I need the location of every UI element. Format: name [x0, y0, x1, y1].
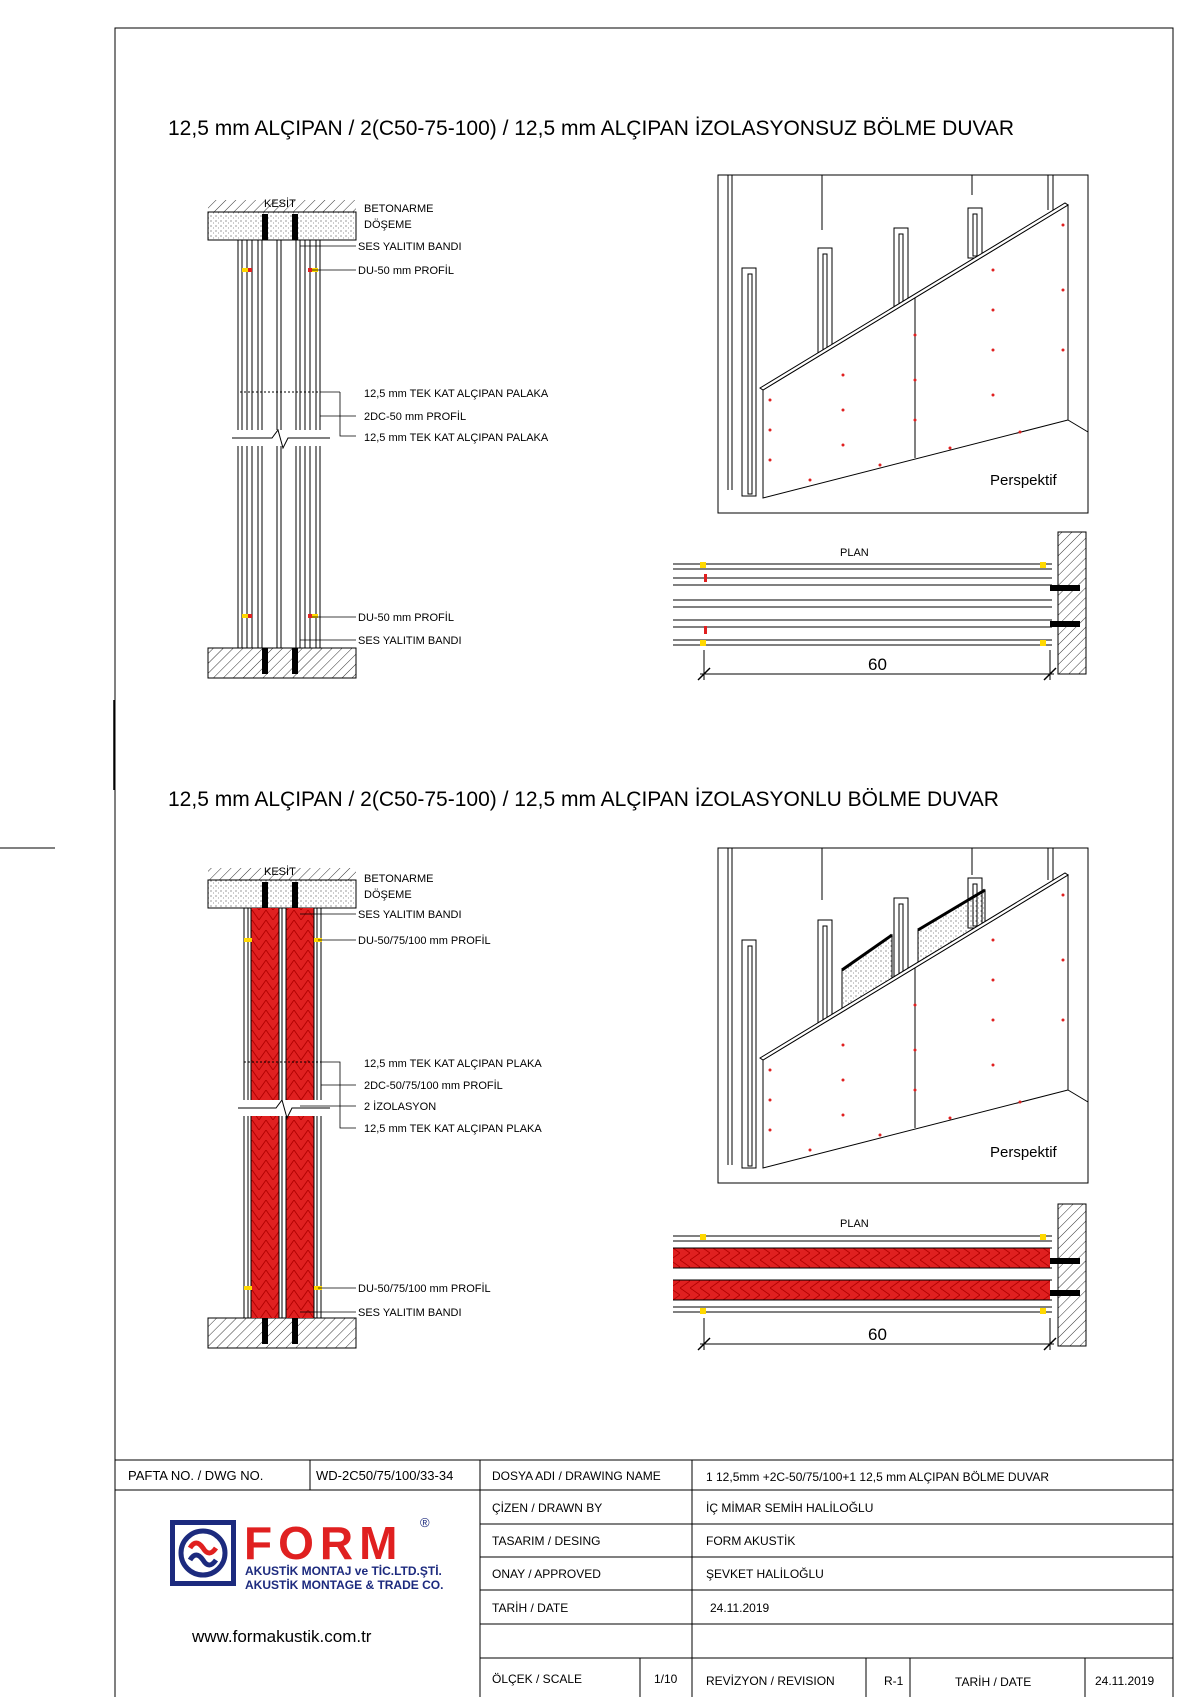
section2-label-plaka1: 12,5 mm TEK KAT ALÇIPAN PLAKA	[364, 1058, 542, 1070]
logo-registered: ®	[420, 1515, 430, 1530]
rev-tarih-value: 24.11.2019	[1095, 1674, 1155, 1688]
section2-label-profil: 2DC-50/75/100 mm PROFİL	[364, 1080, 503, 1092]
floor-slab	[208, 648, 356, 678]
floor-slab	[208, 1318, 356, 1348]
section1-label-plaka1: 12,5 mm TEK KAT ALÇIPAN PALAKA	[364, 388, 549, 400]
tarih-value: 24.11.2019	[710, 1601, 770, 1615]
dosya-label: DOSYA ADI / DRAWING NAME	[492, 1469, 661, 1483]
section1-label-ses-top: SES YALITIM BANDI	[358, 241, 462, 253]
pafta-value: WD-2C50/75/100/33-34	[316, 1468, 454, 1483]
website: www.formakustik.com.tr	[192, 1627, 372, 1646]
rev-tarih-label: TARİH / DATE	[955, 1675, 1032, 1689]
section1-title: 12,5 mm ALÇIPAN / 2(C50-75-100) / 12,5 mm ALÇIPAN İZOLASYONSUZ BÖLME DUVAR	[168, 117, 1015, 140]
dosya-value: 1 12,5mm +2C-50/75/100+1 12,5 mm ALÇIPAN BÖLME DUVAR	[706, 1470, 1050, 1484]
section1-kesit-label: KESİT	[264, 198, 296, 210]
section1-label-plaka2: 12,5 mm TEK KAT ALÇIPAN PALAKA	[364, 432, 549, 444]
revizyon-value: R-1	[884, 1674, 904, 1688]
section2-label-izolasyon: 2 İZOLASYON	[364, 1101, 437, 1113]
cizen-label: ÇİZEN / DRAWN BY	[492, 1501, 603, 1515]
ceiling-slab	[208, 880, 356, 908]
section2-plan	[673, 1204, 1086, 1350]
section1-cross-section	[208, 197, 356, 678]
section1-plan	[673, 532, 1086, 680]
section2-label-betonarme: BETONARME	[364, 873, 434, 885]
section1-label-du-top: DU-50 mm PROFİL	[358, 265, 454, 277]
revizyon-label: REVİZYON / REVISION	[706, 1674, 835, 1688]
section1-plan-dimension: 60	[868, 655, 887, 674]
pafta-label: PAFTA NO. / DWG NO.	[128, 1468, 264, 1483]
section2-perspective	[718, 848, 1088, 1183]
section2-label-ses-top: SES YALITIM BANDI	[358, 909, 462, 921]
logo-wordmark: FORM	[244, 1517, 404, 1569]
section2-plan-label: PLAN	[840, 1218, 869, 1230]
section1-label-profil: 2DC-50 mm PROFİL	[364, 411, 467, 423]
company-logo	[170, 1515, 443, 1592]
tasarim-label: TASARIM / DESING	[492, 1534, 601, 1548]
section2-kesit-label: KESİT	[264, 866, 296, 878]
section2-label-doseme: DÖŞEME	[364, 889, 412, 901]
onay-label: ONAY / APPROVED	[492, 1567, 601, 1581]
section2-label-du-bottom: DU-50/75/100 mm PROFİL	[358, 1283, 491, 1295]
section1-label-ses-bottom: SES YALITIM BANDI	[358, 635, 462, 647]
section2-plan-dimension: 60	[868, 1325, 887, 1344]
logo-line1: AKUSTİK MONTAJ ve TİC.LTD.ŞTİ.	[245, 1564, 442, 1578]
olcek-label: ÖLÇEK / SCALE	[492, 1672, 583, 1686]
section1-label-du-bottom: DU-50 mm PROFİL	[358, 612, 454, 624]
section1-perspective	[718, 175, 1088, 513]
section2-title: 12,5 mm ALÇIPAN / 2(C50-75-100) / 12,5 mm ALÇIPAN İZOLASYONLU BÖLME DUVAR	[168, 788, 999, 811]
section2-cross-section	[208, 865, 356, 1348]
section1-perspective-label: Perspektif	[990, 472, 1057, 489]
ceiling-slab	[208, 212, 356, 240]
section1-label-doseme: DÖŞEME	[364, 219, 412, 231]
tarih-label: TARİH / DATE	[492, 1601, 569, 1615]
tasarim-value: FORM AKUSTİK	[706, 1534, 796, 1548]
cizen-value: İÇ MİMAR SEMİH HALİLOĞLU	[706, 1501, 874, 1515]
section2-label-ses-bottom: SES YALITIM BANDI	[358, 1307, 462, 1319]
olcek-value: 1/10	[654, 1672, 678, 1686]
section1-plan-label: PLAN	[840, 547, 869, 559]
logo-line2: AKUSTİK MONTAGE & TRADE CO.	[245, 1578, 444, 1592]
onay-value: ŞEVKET HALİLOĞLU	[706, 1567, 824, 1581]
section2-perspective-label: Perspektif	[990, 1144, 1057, 1161]
section1-label-betonarme: BETONARME	[364, 203, 434, 215]
section2-label-plaka2: 12,5 mm TEK KAT ALÇIPAN PLAKA	[364, 1123, 542, 1135]
section2-label-du-top: DU-50/75/100 mm PROFİL	[358, 935, 491, 947]
